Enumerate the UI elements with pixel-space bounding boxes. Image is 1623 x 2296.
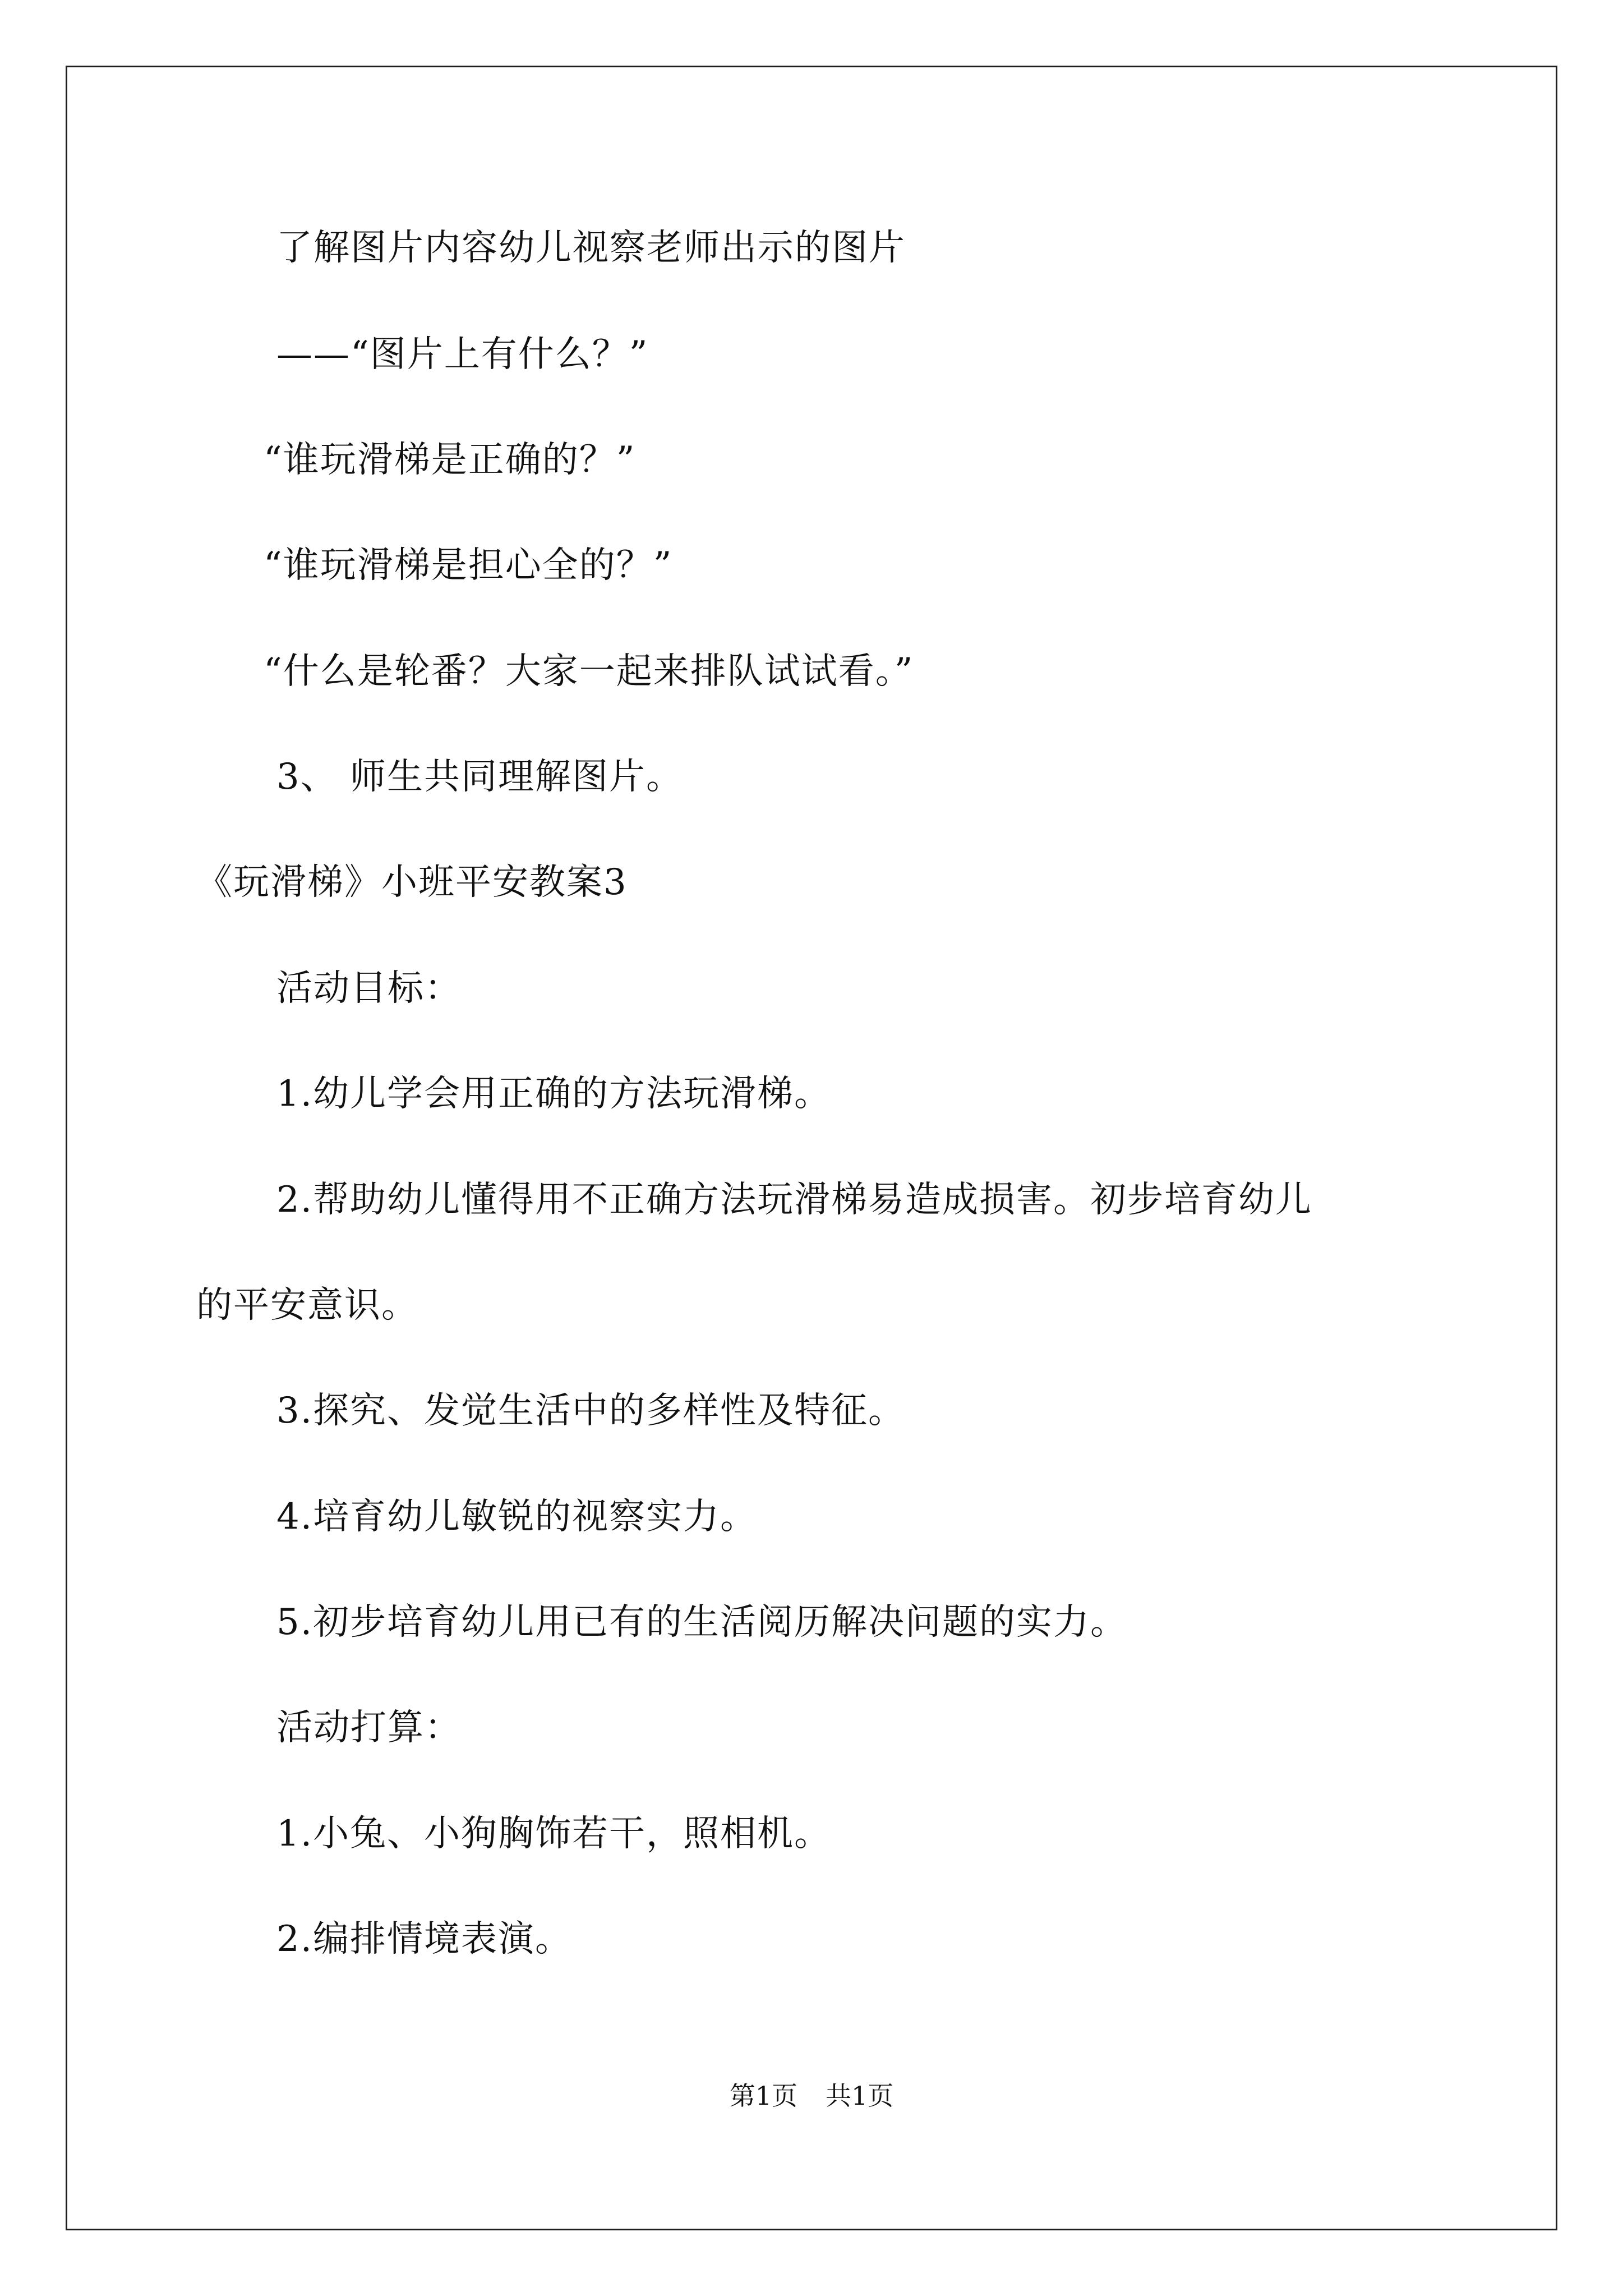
text-line: 活动打算： [276, 1707, 462, 1749]
text-line: “谁玩滑梯是担心全的？” [264, 545, 673, 586]
text-line: 2.编排情境表演。 [276, 1918, 573, 1960]
text-line: “什么是轮番？大家一起来排队试试看。” [264, 651, 914, 692]
text-line: 2.帮助幼儿懂得用不正确方法玩滑梯易造成损害。初步培育幼儿 [276, 1179, 1313, 1221]
text-line: 1.幼儿学会用正确的方法玩滑梯。 [276, 1073, 832, 1115]
text-line: 活动目标： [276, 968, 462, 1009]
text-line: 了解图片内容幼儿视察老师出示的图片 [276, 227, 906, 269]
text-line: 的平安意识。 [196, 1285, 418, 1326]
page-number: 第1页 [729, 2081, 797, 2111]
text-line: “谁玩滑梯是正确的？” [264, 439, 636, 481]
text-line: ——“图片上有什么？” [276, 334, 649, 375]
text-line: 3、 师生共同理解图片。 [276, 756, 684, 798]
page-border [66, 66, 1557, 2230]
section-heading: 《玩滑梯》小班平安教案3 [196, 862, 628, 903]
page-footer [0, 2079, 1623, 2113]
page-total: 共1页 [826, 2081, 894, 2111]
text-line: 1.小兔、小狗胸饰若干，照相机。 [276, 1813, 832, 1855]
text-line: 3.探究、发觉生活中的多样性及特征。 [276, 1390, 906, 1432]
text-line: 5.初步培育幼儿用已有的生活阅历解决问题的实力。 [276, 1602, 1128, 1643]
text-line: 4.培育幼儿敏锐的视察实力。 [276, 1496, 758, 1538]
